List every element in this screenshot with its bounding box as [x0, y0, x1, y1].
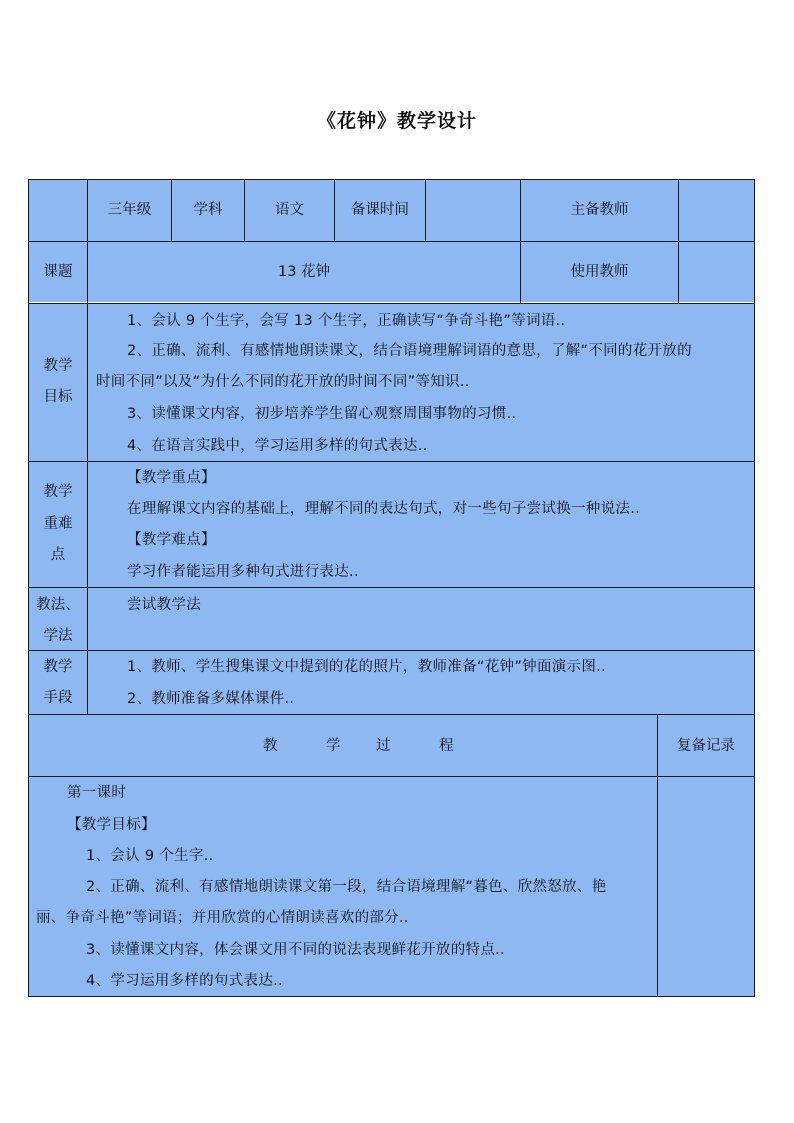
focus-heading: 【教学重点】: [127, 470, 216, 486]
using-teacher-label: 使用教师: [570, 264, 629, 280]
cell-review-value: [658, 777, 754, 996]
cell-using-teacher-value: [679, 242, 754, 302]
grade-text: 三年级: [107, 202, 152, 218]
process-char: 程: [439, 738, 454, 754]
means-line: 1、教师、学生搜集课文中提到的花的照片，教师准备“花钟”钟面演示图..: [127, 659, 606, 675]
cell-main-teacher-value: [679, 180, 754, 241]
objective-line: 2、正确、流利、有感情地朗读课文，结合语境理解词语的意思，了解“不同的花开放的: [127, 343, 692, 359]
first-lesson-heading: 第一课时: [67, 785, 127, 801]
process-char: 教: [263, 738, 278, 754]
difficulty-heading: 【教学难点】: [127, 532, 216, 548]
cell-prep-time-value: [426, 180, 520, 241]
cell-objectives-label: [29, 304, 87, 461]
keypoints-label-line1: 教学: [43, 484, 73, 500]
first-lesson-objectives-heading: 【教学目标】: [67, 817, 156, 833]
subject-value: 语文: [275, 202, 304, 218]
first-lesson-line: 4、学习运用多样的句式表达..: [86, 973, 283, 989]
process-char: 学: [326, 738, 341, 754]
means-label-line2: 手段: [43, 690, 73, 706]
methods-label-line2: 学法: [43, 628, 73, 644]
objectives-label-line2: 目标: [43, 389, 73, 405]
focus-text: 在理解课文内容的基础上，理解不同的表达句式，对一些句子尝试换一种说法..: [127, 501, 641, 517]
objective-line: 4、在语言实践中，学习运用多样的句式表达..: [127, 438, 428, 454]
means-label-line1: 教学: [43, 659, 73, 675]
process-char: 过: [376, 738, 391, 754]
methods-label-line1: 教法、: [36, 597, 80, 613]
cell-empty-corner: [29, 180, 87, 241]
prep-time-label: 备课时间: [351, 202, 409, 218]
objective-line: 时间不同”以及“为什么不同的花开放的时间不同”等知识..: [96, 374, 470, 390]
lesson-title: 13 花钟: [277, 264, 331, 280]
first-lesson-line: 2、正确、流利、有感情地朗读课文第一段，结合语境理解“暮色、欣然怒放、艳: [86, 879, 607, 895]
review-label: 复备记录: [677, 738, 735, 754]
first-lesson-line: 1、会认 9 个生字..: [86, 848, 214, 864]
keypoints-label-line3: 点: [50, 547, 66, 563]
cell-process-heading: [29, 715, 657, 776]
objective-line: 3、读懂课文内容，初步培养学生留心观察周围事物的习惯..: [127, 406, 517, 422]
objectives-label-line1: 教学: [43, 358, 73, 374]
difficulty-text: 学习作者能运用多种句式进行表达..: [127, 564, 359, 580]
first-lesson-line: 丽、争奇斗艳”等词语；并用欣赏的心情朗读喜欢的部分..: [36, 910, 409, 926]
main-teacher-label: 主备教师: [570, 202, 629, 218]
subject-label: 学科: [193, 202, 223, 218]
methods-text: 尝试教学法: [127, 597, 201, 613]
first-lesson-line: 3、读懂课文内容，体会课文用不同的说法表现鲜花开放的特点..: [86, 942, 505, 958]
means-line: 2、教师准备多媒体课件..: [127, 691, 295, 707]
document-title: 《花钟》教学设计: [316, 110, 477, 132]
keypoints-label-line2: 重难: [43, 516, 73, 532]
objective-line: 1、会认 9 个生字，会写 13 个生字，正确读写“争奇斗艳”等词语..: [127, 313, 566, 329]
lesson-label: 课题: [43, 264, 73, 280]
